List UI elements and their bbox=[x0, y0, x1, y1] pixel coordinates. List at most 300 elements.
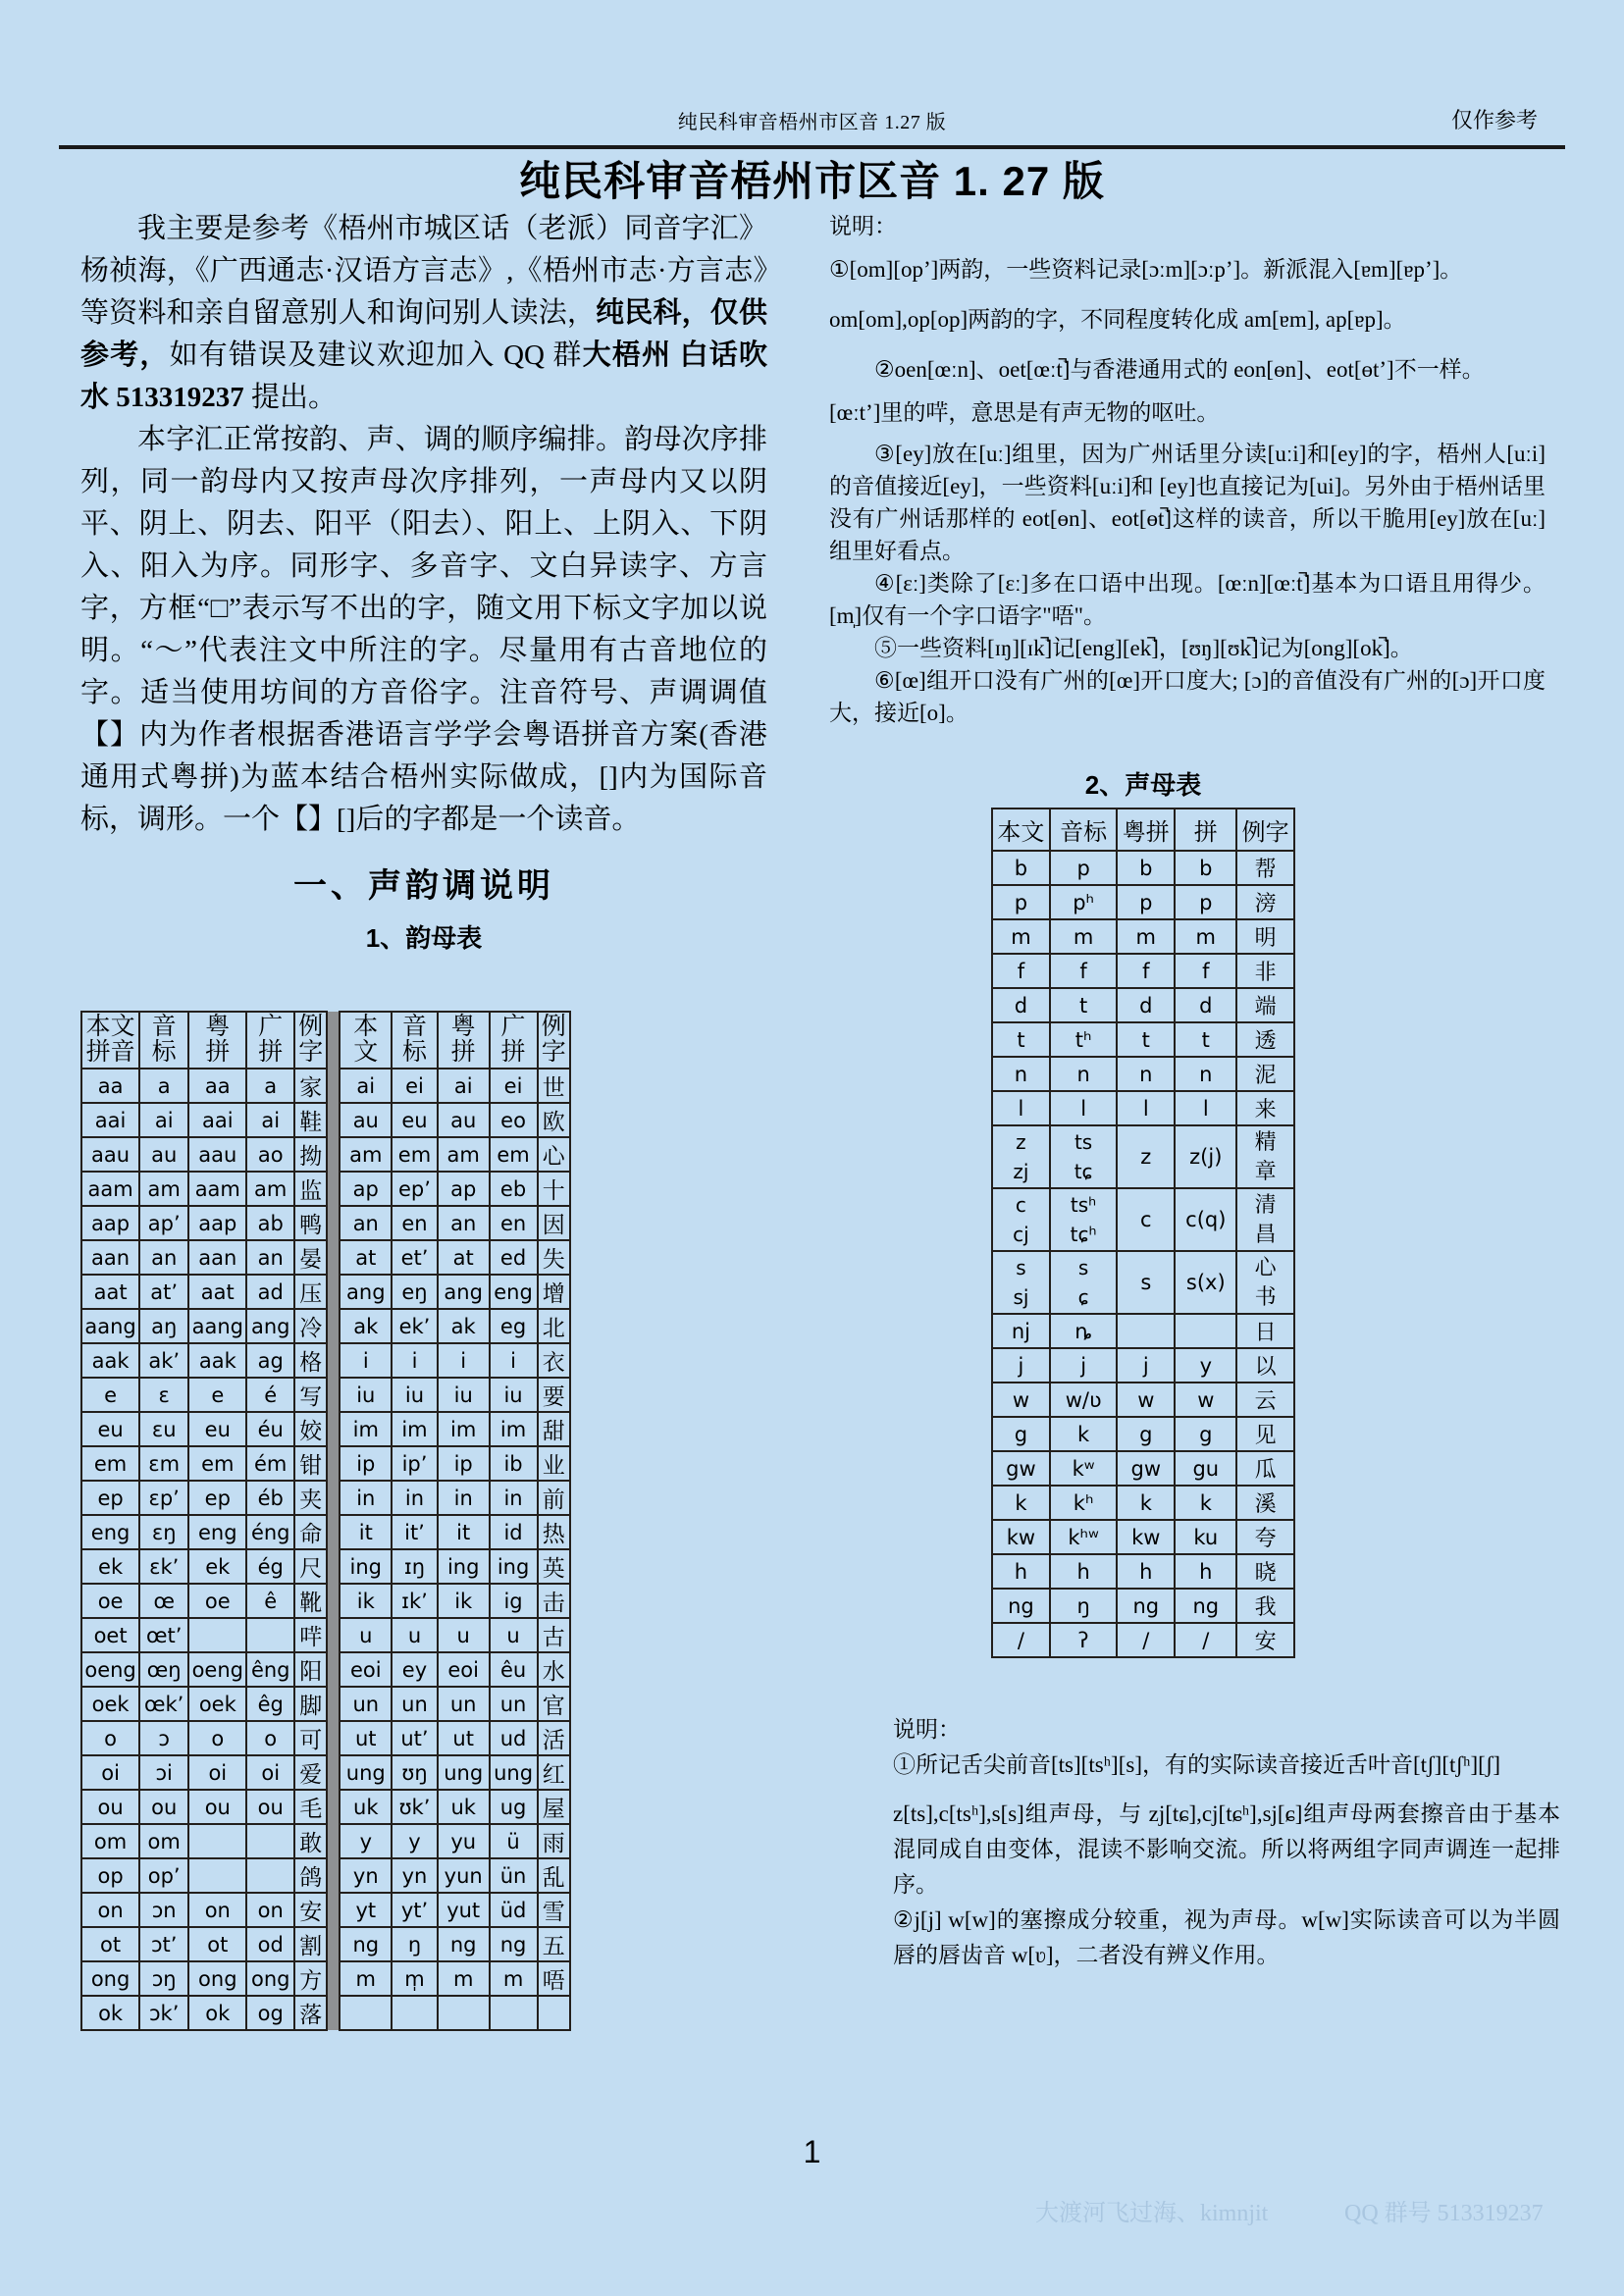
rime-spacer-cell bbox=[327, 1103, 340, 1137]
rime-cell-right-ipa: ipʼ bbox=[392, 1446, 438, 1481]
rime-cell-right-guangpin: u bbox=[490, 1618, 538, 1652]
rime-cell-right-ipa: etʼ bbox=[392, 1240, 438, 1275]
table-row bbox=[81, 1412, 570, 1446]
rime-cell-left-ipa: œkʼ bbox=[139, 1687, 188, 1721]
init-cell-example: 安 bbox=[1236, 1623, 1294, 1657]
init-cell-pin: l bbox=[1175, 1091, 1236, 1125]
table-row bbox=[992, 1348, 1294, 1383]
table-row bbox=[81, 1927, 570, 1961]
rime-cell-right-guangpin: êu bbox=[490, 1652, 538, 1687]
init-cell-jyut: gw bbox=[1117, 1451, 1175, 1486]
rime-cell-left-guangpin: éu bbox=[246, 1412, 294, 1446]
rime-cell-right-guangpin: ng bbox=[490, 1927, 538, 1961]
init-cell-ipa: j bbox=[1050, 1348, 1118, 1383]
table-row bbox=[81, 1137, 570, 1172]
rime-cell-left-guangpin bbox=[246, 1618, 294, 1652]
rime-cell-right-benwen: an bbox=[340, 1206, 392, 1240]
init-cell-benwen: gw bbox=[992, 1451, 1050, 1486]
table-row bbox=[992, 1486, 1294, 1520]
rime-cell-right-guangpin: eg bbox=[490, 1309, 538, 1343]
rime-cell-left-example: 格 bbox=[294, 1343, 327, 1378]
rime-cell-right-benwen: ap bbox=[340, 1172, 392, 1206]
rime-cell-left-benwen: em bbox=[81, 1446, 139, 1481]
rime-cell-right-guangpin: üd bbox=[490, 1893, 538, 1927]
rime-cell-right-jyutping: yun bbox=[438, 1858, 490, 1893]
rime-th-guangpin-l: 广 拼 bbox=[246, 1012, 294, 1069]
arrangement-paragraph: 本字汇正常按韵、声、调的顺序编排。韵母次序排列，同一韵母内又按声母次序排列，一声母内又以阴平、阴上、阴去、阳平（阳去）、阳上、上阴入、下阴入、阳入为序。同形字、多音字、文白异读字、方言字，方框“□”表示写不出的字，随文用下标文字加以说明。“～”代表注文中所注的字。尽量用有古音地位的字。适当使用坊间的方音俗字。注音符号、声调调值【】内为作者根据香港语言学学会粤语拼音方案(香港通用式粤拼)为蓝本结合梧州实际做成，[]内为国际音标，调形。一个【】[]后的字都是一个读音。 bbox=[80, 424, 767, 835]
rime-cell-left-example: 晏 bbox=[294, 1240, 327, 1275]
rime-cell-right-ipa bbox=[392, 1996, 438, 2030]
rime-cell-right-example: 欧 bbox=[538, 1103, 571, 1137]
init-cell-benwen: n bbox=[992, 1057, 1050, 1091]
rime-cell-left-benwen: oi bbox=[81, 1755, 139, 1790]
rime-cell-right-ipa: ey bbox=[392, 1652, 438, 1687]
rime-cell-left-guangpin: o bbox=[246, 1721, 294, 1755]
init-cell-pin: ng bbox=[1175, 1589, 1236, 1623]
init-cell-ipa: w/ʋ bbox=[1050, 1383, 1118, 1417]
rime-cell-right-ipa: itʼ bbox=[392, 1515, 438, 1549]
init-cell-benwen: p bbox=[992, 885, 1050, 919]
init-cell-jyut: b bbox=[1117, 851, 1175, 885]
rime-cell-left-guangpin: éng bbox=[246, 1515, 294, 1549]
rime-cell-left-guangpin: ég bbox=[246, 1549, 294, 1584]
rime-cell-right-example: 十 bbox=[538, 1172, 571, 1206]
table-row bbox=[81, 1172, 570, 1206]
rime-cell-right-example: 北 bbox=[538, 1309, 571, 1343]
rime-cell-right-ipa: ei bbox=[392, 1069, 438, 1103]
rime-cell-right-example: 水 bbox=[538, 1652, 571, 1687]
init-cell-jyut: w bbox=[1117, 1383, 1175, 1417]
rime-cell-right-jyutping: un bbox=[438, 1687, 490, 1721]
rime-cell-right-benwen: au bbox=[340, 1103, 392, 1137]
rime-spacer-cell bbox=[327, 1240, 340, 1275]
rime-cell-left-guangpin: an bbox=[246, 1240, 294, 1275]
table-row bbox=[992, 988, 1294, 1022]
rime-cell-right-ipa: m̩ bbox=[392, 1961, 438, 1996]
rime-spacer-cell bbox=[327, 1858, 340, 1893]
rime-cell-left-ipa: apʼ bbox=[139, 1206, 188, 1240]
rime-cell-right-example: 官 bbox=[538, 1687, 571, 1721]
rime-cell-right-jyutping: eoi bbox=[438, 1652, 490, 1687]
rime-cell-left-jyutping: eng bbox=[188, 1515, 246, 1549]
rime-cell-right-jyutping: u bbox=[438, 1618, 490, 1652]
rime-cell-left-example: 尺 bbox=[294, 1549, 327, 1584]
page-number: 1 bbox=[803, 2134, 821, 2169]
rime-cell-left-benwen: aau bbox=[81, 1137, 139, 1172]
rime-cell-left-benwen: ou bbox=[81, 1790, 139, 1824]
rime-cell-left-example: 拗 bbox=[294, 1137, 327, 1172]
init-cell-example: 帮 bbox=[1236, 851, 1294, 885]
table-row bbox=[81, 1549, 570, 1584]
intro-emphasis-1: 纯民科，仅供参考， bbox=[80, 297, 767, 371]
init-cell-jyut: l bbox=[1117, 1091, 1175, 1125]
rime-cell-left-ipa: ɔkʼ bbox=[139, 1996, 188, 2030]
init-cell-example: 夸 bbox=[1236, 1520, 1294, 1554]
rime-cell-right-example: 击 bbox=[538, 1584, 571, 1618]
rime-cell-left-guangpin: a bbox=[246, 1069, 294, 1103]
rime-cell-right-benwen: yt bbox=[340, 1893, 392, 1927]
init-th-pin: 拼 bbox=[1175, 809, 1236, 851]
init-cell-benwen: c cj bbox=[992, 1188, 1050, 1251]
rime-cell-right-jyutping: yu bbox=[438, 1824, 490, 1858]
rime-cell-right-example: 世 bbox=[538, 1069, 571, 1103]
rime-cell-right-guangpin: ei bbox=[490, 1069, 538, 1103]
init-cell-pin: z(j) bbox=[1175, 1125, 1236, 1188]
init-cell-pin: p bbox=[1175, 885, 1236, 919]
init-cell-pin: d bbox=[1175, 988, 1236, 1022]
table-row bbox=[81, 1961, 570, 1996]
table-row bbox=[992, 1417, 1294, 1451]
rime-cell-left-example: 落 bbox=[294, 1996, 327, 2030]
rime-cell-left-ipa: ɛpʼ bbox=[139, 1481, 188, 1515]
init-cell-benwen: kw bbox=[992, 1520, 1050, 1554]
rime-cell-right-example: 古 bbox=[538, 1618, 571, 1652]
table-row bbox=[81, 1893, 570, 1927]
rime-cell-right-jyutping: at bbox=[438, 1240, 490, 1275]
rime-spacer-cell bbox=[327, 1172, 340, 1206]
rime-cell-right-benwen: ai bbox=[340, 1069, 392, 1103]
rime-spacer-cell bbox=[327, 1961, 340, 1996]
rime-cell-right-guangpin: em bbox=[490, 1137, 538, 1172]
init-cell-ipa: tsʰ tɕʰ bbox=[1050, 1188, 1118, 1251]
init-cell-ipa: kʷ bbox=[1050, 1451, 1118, 1486]
rime-cell-right-ipa: ytʼ bbox=[392, 1893, 438, 1927]
init-cell-jyut: kw bbox=[1117, 1520, 1175, 1554]
init-cell-benwen: d bbox=[992, 988, 1050, 1022]
rime-table-spacer bbox=[327, 1012, 340, 1069]
rime-cell-left-example: 写 bbox=[294, 1378, 327, 1412]
intro-qq-group: 大梧州 白话吹水 513319237 bbox=[80, 339, 767, 413]
rime-cell-left-guangpin: ag bbox=[246, 1343, 294, 1378]
rime-cell-left-guangpin: og bbox=[246, 1996, 294, 2030]
rime-cell-left-jyutping: em bbox=[188, 1446, 246, 1481]
init-th-benwen: 本文 bbox=[992, 809, 1050, 851]
rime-cell-left-example: 监 bbox=[294, 1172, 327, 1206]
rime-cell-right-benwen: at bbox=[340, 1240, 392, 1275]
rime-cell-left-benwen: aai bbox=[81, 1103, 139, 1137]
init-cell-benwen: b bbox=[992, 851, 1050, 885]
rime-cell-right-example: 雨 bbox=[538, 1824, 571, 1858]
rime-cell-right-benwen: uk bbox=[340, 1790, 392, 1824]
init-cell-pin: f bbox=[1175, 954, 1236, 988]
rime-cell-left-example: 爱 bbox=[294, 1755, 327, 1790]
init-cell-jyut bbox=[1117, 1314, 1175, 1348]
table-row bbox=[81, 1755, 570, 1790]
rime-th-ipa-l: 音 标 bbox=[139, 1012, 188, 1069]
init-cell-example: 晓 bbox=[1236, 1554, 1294, 1589]
init-cell-pin: gu bbox=[1175, 1451, 1236, 1486]
rime-cell-left-guangpin: ai bbox=[246, 1103, 294, 1137]
init-cell-jyut: d bbox=[1117, 988, 1175, 1022]
rime-cell-right-jyutping: yut bbox=[438, 1893, 490, 1927]
init-cell-ipa: t bbox=[1050, 988, 1118, 1022]
initial-notes bbox=[893, 1712, 1560, 1973]
rime-cell-left-benwen: ot bbox=[81, 1927, 139, 1961]
rime-cell-left-guangpin bbox=[246, 1858, 294, 1893]
rime-cell-right-benwen: ut bbox=[340, 1721, 392, 1755]
init-cell-ipa: s ɕ bbox=[1050, 1251, 1118, 1314]
rime-cell-left-jyutping: aang bbox=[188, 1309, 246, 1343]
rime-cell-right-ipa: eŋ bbox=[392, 1275, 438, 1309]
rime-cell-left-ipa: ɔ bbox=[139, 1721, 188, 1755]
rime-cell-right-jyutping: ng bbox=[438, 1927, 490, 1961]
rime-cell-right-benwen: eoi bbox=[340, 1652, 392, 1687]
table-row bbox=[992, 885, 1294, 919]
initial-table-body bbox=[992, 851, 1294, 1657]
note-1b: om[om],op[op]两韵的字，不同程度转化成 am[ɐm], ap[ɐp]。 bbox=[829, 307, 1406, 332]
rime-cell-left-jyutping: on bbox=[188, 1893, 246, 1927]
rime-cell-left-jyutping bbox=[188, 1824, 246, 1858]
rime-cell-right-jyutping: ung bbox=[438, 1755, 490, 1790]
rime-spacer-cell bbox=[327, 1687, 340, 1721]
rime-cell-right-jyutping: an bbox=[438, 1206, 490, 1240]
rime-cell-right-example: 增 bbox=[538, 1275, 571, 1309]
initial-note-1: ①所记舌尖前音[ts][tsʰ][s]，有的实际读音接近舌叶音[tʃ][tʃʰ][ʃ] bbox=[893, 1752, 1501, 1777]
rime-th-example-r: 例 字 bbox=[538, 1012, 571, 1069]
rime-cell-left-jyutping: eu bbox=[188, 1412, 246, 1446]
init-cell-pin: w bbox=[1175, 1383, 1236, 1417]
rime-cell-left-ipa: ɛ bbox=[139, 1378, 188, 1412]
initial-table-wrapper bbox=[991, 765, 1295, 1658]
init-cell-example: 精 章 bbox=[1236, 1125, 1294, 1188]
rime-cell-right-ipa: epʼ bbox=[392, 1172, 438, 1206]
table-row bbox=[81, 1824, 570, 1858]
rime-cell-right-ipa: iu bbox=[392, 1378, 438, 1412]
init-cell-pin: ku bbox=[1175, 1520, 1236, 1554]
table-row bbox=[81, 1481, 570, 1515]
rime-cell-right-example: 乱 bbox=[538, 1858, 571, 1893]
table-row bbox=[992, 1091, 1294, 1125]
table-row bbox=[992, 1125, 1294, 1188]
rime-cell-left-benwen: aap bbox=[81, 1206, 139, 1240]
rime-cell-left-guangpin: ém bbox=[246, 1446, 294, 1481]
rime-cell-left-ipa: an bbox=[139, 1240, 188, 1275]
running-head bbox=[0, 106, 1624, 135]
rime-cell-right-ipa: ɪŋ bbox=[392, 1549, 438, 1584]
rime-cell-left-example: 可 bbox=[294, 1721, 327, 1755]
rime-cell-right-jyutping: ip bbox=[438, 1446, 490, 1481]
rime-cell-left-ipa: au bbox=[139, 1137, 188, 1172]
init-cell-benwen: k bbox=[992, 1486, 1050, 1520]
init-cell-pin: / bbox=[1175, 1623, 1236, 1657]
rime-cell-right-benwen: i bbox=[340, 1343, 392, 1378]
rime-cell-left-guangpin: ang bbox=[246, 1309, 294, 1343]
rime-cell-right-guangpin: en bbox=[490, 1206, 538, 1240]
init-cell-example: 心 书 bbox=[1236, 1251, 1294, 1314]
rime-th-jyutping-l: 粤 拼 bbox=[188, 1012, 246, 1069]
table-row bbox=[992, 954, 1294, 988]
init-cell-example: 非 bbox=[1236, 954, 1294, 988]
rime-spacer-cell bbox=[327, 1275, 340, 1309]
rime-cell-left-guangpin: ab bbox=[246, 1206, 294, 1240]
rime-cell-left-jyutping: oi bbox=[188, 1755, 246, 1790]
init-cell-ipa: m bbox=[1050, 919, 1118, 954]
watermark-left: 大渡河飞过海、kimnjit bbox=[1035, 2201, 1269, 2226]
table-row bbox=[81, 1206, 570, 1240]
right-column bbox=[829, 208, 1545, 729]
init-cell-ipa: k bbox=[1050, 1417, 1118, 1451]
rime-cell-right-benwen bbox=[340, 1996, 392, 2030]
note-6: ⑥[œ]组开口没有广州的[œ]开口度大; [ɔ]的音值没有广州的[ɔ]开口度大，接近[o]。 bbox=[829, 668, 1545, 725]
rime-cell-left-jyutping: oe bbox=[188, 1584, 246, 1618]
table-row bbox=[81, 1446, 570, 1481]
table-row bbox=[81, 1309, 570, 1343]
rime-cell-left-jyutping: aai bbox=[188, 1103, 246, 1137]
rime-cell-right-example: 热 bbox=[538, 1515, 571, 1549]
init-cell-pin: b bbox=[1175, 851, 1236, 885]
rime-cell-right-example: 雪 bbox=[538, 1893, 571, 1927]
intro-part-1: 我主要是参考《梧州市城区话（老派）同音字汇》杨祯海，《广西通志·汉语方言志》,《梧州市志·方言志》等资料和亲自留意别人和询问别人读法， bbox=[80, 213, 767, 329]
rime-cell-left-benwen: aam bbox=[81, 1172, 139, 1206]
rime-cell-left-guangpin: ao bbox=[246, 1137, 294, 1172]
rime-cell-right-benwen: un bbox=[340, 1687, 392, 1721]
rime-cell-right-guangpin: eo bbox=[490, 1103, 538, 1137]
initial-table-head bbox=[992, 809, 1294, 851]
table-row bbox=[992, 1383, 1294, 1417]
initial-table-header-row bbox=[992, 809, 1294, 851]
init-cell-jyut: j bbox=[1117, 1348, 1175, 1383]
rime-cell-left-guangpin: é bbox=[246, 1378, 294, 1412]
rime-spacer-cell bbox=[327, 1549, 340, 1584]
rime-cell-right-example: 因 bbox=[538, 1206, 571, 1240]
rime-cell-right-guangpin: ü bbox=[490, 1824, 538, 1858]
rime-th-ipa-r: 音 标 bbox=[392, 1012, 438, 1069]
note-3: ③[ey]放在[uː]组里，因为广州话里分读[uːi]和[ey]的字，梧州人[uːi]的音值接近[ey]，一些资料[uːi]和 [ey]也直接记为[ui]。另外由于梧州话里没有广州话那样的 eot[ɵn]、eot[ɵt̚]这样的读音，所以干脆用[ey]放在[uː]组里好看点。 bbox=[829, 442, 1545, 563]
rime-cell-left-ipa: a bbox=[139, 1069, 188, 1103]
rime-cell-left-guangpin: ong bbox=[246, 1961, 294, 1996]
rime-cell-left-jyutping: ok bbox=[188, 1996, 246, 2030]
rime-cell-left-guangpin: êng bbox=[246, 1652, 294, 1687]
table-row bbox=[81, 1378, 570, 1412]
init-cell-jyut: k bbox=[1117, 1486, 1175, 1520]
table-row bbox=[992, 1251, 1294, 1314]
init-cell-ipa: pʰ bbox=[1050, 885, 1118, 919]
rime-spacer-cell bbox=[327, 1755, 340, 1790]
init-cell-example: 来 bbox=[1236, 1091, 1294, 1125]
init-cell-benwen: f bbox=[992, 954, 1050, 988]
rime-cell-right-ipa: im bbox=[392, 1412, 438, 1446]
init-cell-ipa: l bbox=[1050, 1091, 1118, 1125]
intro-paragraph bbox=[80, 208, 767, 419]
init-cell-jyut: n bbox=[1117, 1057, 1175, 1091]
rime-cell-right-benwen: in bbox=[340, 1481, 392, 1515]
note-1: ①[om][opʼ]两韵，一些资料记录[ɔːm][ɔːpʼ]。新派混入[ɐm][ɐpʼ]。 bbox=[829, 257, 1463, 282]
rime-cell-right-guangpin: eng bbox=[490, 1275, 538, 1309]
rime-cell-left-guangpin: ou bbox=[246, 1790, 294, 1824]
rime-cell-right-example: 前 bbox=[538, 1481, 571, 1515]
rime-cell-right-benwen: ik bbox=[340, 1584, 392, 1618]
init-cell-example: 泥 bbox=[1236, 1057, 1294, 1091]
rime-cell-left-guangpin: ê bbox=[246, 1584, 294, 1618]
rime-cell-right-guangpin: ed bbox=[490, 1240, 538, 1275]
table-row bbox=[81, 1618, 570, 1652]
init-cell-example: 滂 bbox=[1236, 885, 1294, 919]
init-cell-example: 见 bbox=[1236, 1417, 1294, 1451]
rime-cell-right-jyutping: ing bbox=[438, 1549, 490, 1584]
rime-cell-right-guangpin: m bbox=[490, 1961, 538, 1996]
initial-table-caption: 2、声母表 bbox=[1084, 770, 1202, 800]
rime-cell-right-ipa: u bbox=[392, 1618, 438, 1652]
rime-spacer-cell bbox=[327, 1446, 340, 1481]
rime-cell-right-benwen: yn bbox=[340, 1858, 392, 1893]
rime-cell-left-benwen: ong bbox=[81, 1961, 139, 1996]
rime-cell-left-benwen: ep bbox=[81, 1481, 139, 1515]
rime-cell-left-ipa: œtʼ bbox=[139, 1618, 188, 1652]
init-cell-benwen: l bbox=[992, 1091, 1050, 1125]
rime-spacer-cell bbox=[327, 1481, 340, 1515]
table-row bbox=[81, 1721, 570, 1755]
rime-cell-left-jyutping: ou bbox=[188, 1790, 246, 1824]
rime-cell-right-guangpin: eb bbox=[490, 1172, 538, 1206]
intro-part-2: 如有错误及建议欢迎加入 QQ 群 bbox=[169, 339, 583, 371]
init-cell-ipa: n bbox=[1050, 1057, 1118, 1091]
init-cell-benwen: t bbox=[992, 1022, 1050, 1057]
rime-cell-left-jyutping: aau bbox=[188, 1137, 246, 1172]
rime-spacer-cell bbox=[327, 1721, 340, 1755]
rime-cell-left-example: 家 bbox=[294, 1069, 327, 1103]
rime-cell-left-ipa: ɛkʼ bbox=[139, 1549, 188, 1584]
init-cell-jyut: / bbox=[1117, 1623, 1175, 1657]
rime-cell-left-example: 夹 bbox=[294, 1481, 327, 1515]
init-cell-example: 以 bbox=[1236, 1348, 1294, 1383]
init-cell-pin: c(q) bbox=[1175, 1188, 1236, 1251]
init-cell-example: 云 bbox=[1236, 1383, 1294, 1417]
initial-table bbox=[991, 808, 1295, 1658]
table-row bbox=[81, 1240, 570, 1275]
table-row bbox=[81, 1996, 570, 2030]
rime-cell-right-example bbox=[538, 1996, 571, 2030]
rime-cell-right-benwen: iu bbox=[340, 1378, 392, 1412]
rime-cell-left-benwen: aat bbox=[81, 1275, 139, 1309]
init-th-jyutping: 粤拼 bbox=[1117, 809, 1175, 851]
init-cell-ipa: kʰ bbox=[1050, 1486, 1118, 1520]
rime-cell-right-benwen: ang bbox=[340, 1275, 392, 1309]
rime-cell-right-guangpin: i bbox=[490, 1343, 538, 1378]
rime-cell-right-guangpin: ib bbox=[490, 1446, 538, 1481]
rime-th-benwen-r: 本 文 bbox=[340, 1012, 392, 1069]
table-row bbox=[992, 919, 1294, 954]
rime-cell-right-example: 屋 bbox=[538, 1790, 571, 1824]
init-cell-benwen: h bbox=[992, 1554, 1050, 1589]
rime-spacer-cell bbox=[327, 1790, 340, 1824]
rime-cell-left-benwen: oet bbox=[81, 1618, 139, 1652]
rime-cell-left-example: 鸽 bbox=[294, 1858, 327, 1893]
rime-cell-right-jyutping bbox=[438, 1996, 490, 2030]
rime-spacer-cell bbox=[327, 1412, 340, 1446]
rime-cell-right-jyutping: it bbox=[438, 1515, 490, 1549]
table-row bbox=[81, 1584, 570, 1618]
init-cell-benwen: m bbox=[992, 919, 1050, 954]
init-cell-pin: s(x) bbox=[1175, 1251, 1236, 1314]
rime-cell-right-ipa: yn bbox=[392, 1858, 438, 1893]
rime-cell-right-benwen: ung bbox=[340, 1755, 392, 1790]
init-cell-jyut: s bbox=[1117, 1251, 1175, 1314]
rime-cell-left-example: 靴 bbox=[294, 1584, 327, 1618]
rime-cell-left-jyutping: aak bbox=[188, 1343, 246, 1378]
rime-cell-right-ipa: en bbox=[392, 1206, 438, 1240]
rime-cell-left-ipa: akʼ bbox=[139, 1343, 188, 1378]
rime-cell-left-benwen: aa bbox=[81, 1069, 139, 1103]
rime-cell-left-benwen: eng bbox=[81, 1515, 139, 1549]
running-head-right: 仅作参考 bbox=[1450, 108, 1538, 132]
rime-cell-left-ipa: ɔtʼ bbox=[139, 1927, 188, 1961]
initial-note-2: ②j[j] w[w]的塞擦成分较重，视为声母。w[w]实际读音可以为半圆唇的唇齿音 w[ʋ]，二者没有辨义作用。 bbox=[893, 1907, 1560, 1967]
rime-cell-left-benwen: eu bbox=[81, 1412, 139, 1446]
rime-cell-left-guangpin: od bbox=[246, 1927, 294, 1961]
rime-cell-left-ipa: ɛm bbox=[139, 1446, 188, 1481]
rime-cell-right-guangpin: un bbox=[490, 1687, 538, 1721]
rime-cell-right-jyutping: au bbox=[438, 1103, 490, 1137]
